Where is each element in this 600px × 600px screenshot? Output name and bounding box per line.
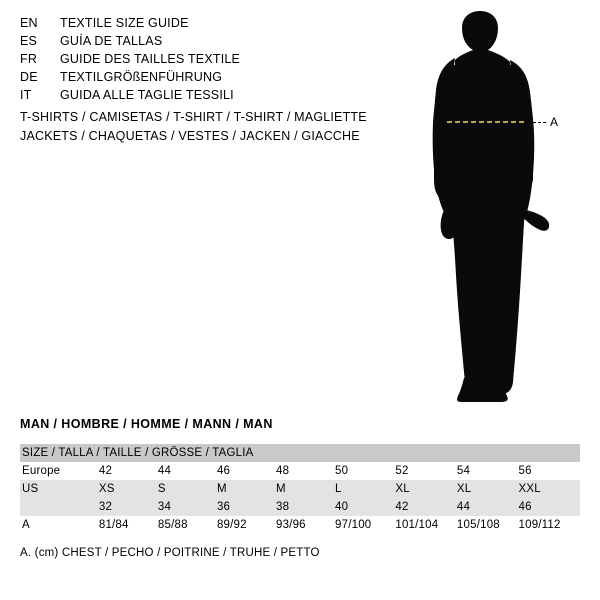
- table-cell: 40: [335, 498, 395, 516]
- male-silhouette-icon: [400, 10, 600, 405]
- table-cell: 42: [99, 462, 158, 480]
- table-title: MAN / HOMBRE / HOMME / MANN / MAN: [20, 417, 273, 431]
- table-cell: XS: [99, 480, 158, 498]
- row-label: [20, 498, 99, 516]
- language-text: TEXTILGRÖßENFÜHRUNG: [60, 70, 223, 84]
- table-cell: 56: [519, 462, 581, 480]
- language-text: GUIDE DES TAILLES TEXTILE: [60, 52, 241, 66]
- table-cell: 109/112: [519, 516, 581, 534]
- table-cell: 93/96: [276, 516, 335, 534]
- language-row: [20, 34, 380, 52]
- table-cell: 48: [276, 462, 335, 480]
- table-cell: 85/88: [158, 516, 217, 534]
- language-list: [20, 16, 380, 106]
- table-cell: 44: [457, 498, 519, 516]
- table-cell: XL: [395, 480, 457, 498]
- table-row: [20, 480, 580, 498]
- table-cell: 46: [217, 462, 276, 480]
- language-text: TEXTILE SIZE GUIDE: [60, 16, 189, 30]
- table-cell: 44: [158, 462, 217, 480]
- language-text: GUÍA DE TALLAS: [60, 34, 163, 48]
- category-tshirts: T-SHIRTS / CAMISETAS / T-SHIRT / T-SHIRT / MAGLIETTE: [20, 110, 367, 124]
- size-table: [20, 444, 580, 534]
- language-code: FR: [20, 52, 38, 66]
- language-code: DE: [20, 70, 38, 84]
- language-text: GUIDA ALLE TAGLIE TESSILI: [60, 88, 234, 102]
- language-code: ES: [20, 34, 38, 48]
- row-label: A: [20, 516, 99, 534]
- language-row: [20, 16, 380, 34]
- language-code: EN: [20, 16, 38, 30]
- row-label: US: [20, 480, 99, 498]
- language-row: [20, 88, 380, 106]
- body-figure: [400, 10, 600, 405]
- language-row: [20, 70, 380, 88]
- measure-label-a: A: [550, 115, 559, 129]
- table-cell: 42: [395, 498, 457, 516]
- table-row: [20, 516, 580, 534]
- table-cell: 34: [158, 498, 217, 516]
- footnote: A. (cm) CHEST / PECHO / POITRINE / TRUHE / PETTO: [20, 547, 320, 559]
- row-label: Europe: [20, 462, 99, 480]
- table-cell: 54: [457, 462, 519, 480]
- category-list: [20, 110, 400, 148]
- table-cell: S: [158, 480, 217, 498]
- table-cell: 89/92: [217, 516, 276, 534]
- table-cell: 97/100: [335, 516, 395, 534]
- table-cell: M: [276, 480, 335, 498]
- table-cell: 101/104: [395, 516, 457, 534]
- table-header-row: [20, 444, 580, 462]
- table-row: [20, 498, 580, 516]
- table-cell: 52: [395, 462, 457, 480]
- measure-leader-line: [528, 122, 546, 123]
- table-cell: 36: [217, 498, 276, 516]
- table-cell: 38: [276, 498, 335, 516]
- table-cell: M: [217, 480, 276, 498]
- table-cell: XL: [457, 480, 519, 498]
- language-row: [20, 52, 380, 70]
- table-cell: 81/84: [99, 516, 158, 534]
- language-code: IT: [20, 88, 32, 102]
- table-cell: 105/108: [457, 516, 519, 534]
- table-row: [20, 462, 580, 480]
- category-jackets: JACKETS / CHAQUETAS / VESTES / JACKEN / GIACCHE: [20, 129, 360, 143]
- table-cell: 46: [519, 498, 581, 516]
- table-cell: 32: [99, 498, 158, 516]
- table-cell: 50: [335, 462, 395, 480]
- table-header-label: SIZE / TALLA / TAILLE / GRÖSSE / TAGLIA: [20, 444, 580, 462]
- table-cell: XXL: [519, 480, 581, 498]
- table-cell: L: [335, 480, 395, 498]
